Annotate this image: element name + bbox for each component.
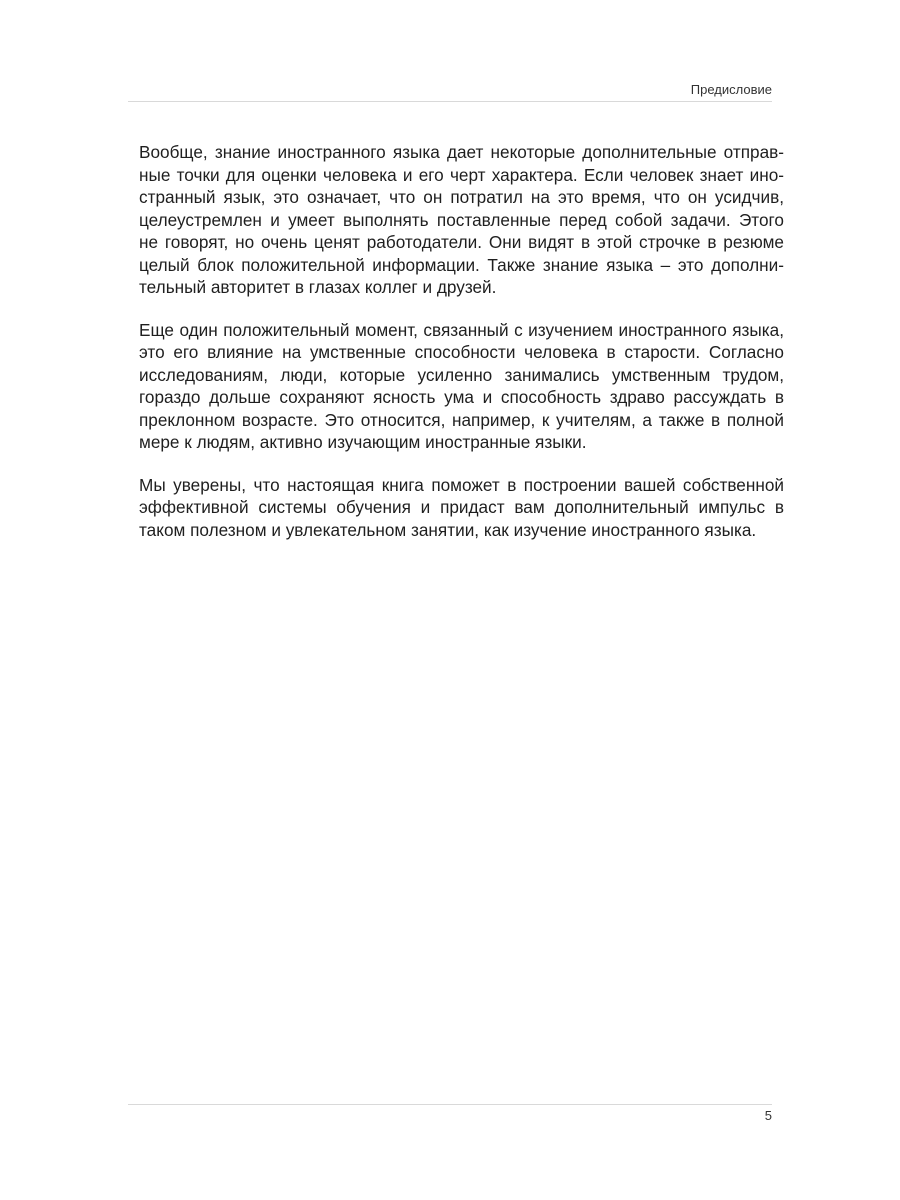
text-line: странный язык, это означает, что он потратил на это время, что он усидчив, [139, 187, 784, 207]
text-line: Вообще, знание иностранного языка дает некоторые дополнительные отправ- [139, 142, 784, 162]
text-line: Еще один положительный момент, связанный с изучением иностранного языка, [139, 319, 784, 340]
footer-rule [128, 1104, 772, 1105]
text-line: это его влияние на умственные способности человека в старости. Согласно [139, 342, 784, 362]
text-line: преклонном возрасте. Это относится, например, к учителям, а также в полной [139, 409, 784, 430]
text-line: тельный авторитет в глазах коллег и друзей. [139, 277, 497, 297]
text-line: целый блок положительной информации. Также знание языка – это дополни- [139, 254, 784, 275]
text-line: эффективной системы обучения и придаст вам дополнительный импульс в [139, 497, 784, 517]
text-line: не говорят, но очень ценят работодатели. Они видят в этой строчке в резюме [139, 232, 784, 252]
text-line: Мы уверены, что настоящая книга поможет в построении вашей собственной [139, 474, 784, 495]
text-line: ные точки для оценки человека и его черт характера. Если человек знает ино- [139, 164, 784, 185]
header-rule [128, 101, 772, 102]
text-line: мере к людям, активно изучающим иностранные языки. [139, 432, 587, 452]
text-line: исследованиям, люди, которые усиленно занимались умственным трудом, [139, 364, 784, 385]
text-line: целеустремлен и умеет выполнять поставленные перед собой задачи. Этого [139, 209, 784, 230]
page-body [139, 141, 784, 561]
text-line: гораздо дольше сохраняют ясность ума и способность здраво рассуждать в [139, 387, 784, 407]
paragraph-2 [139, 319, 784, 454]
paragraph-3 [139, 474, 784, 542]
page-number: 5 [764, 1108, 772, 1123]
text-line: таком полезном и увлекательном занятии, как изучение иностранного языка. [139, 519, 757, 540]
paragraph-1 [139, 141, 784, 299]
running-head: Предисловие [690, 82, 772, 97]
